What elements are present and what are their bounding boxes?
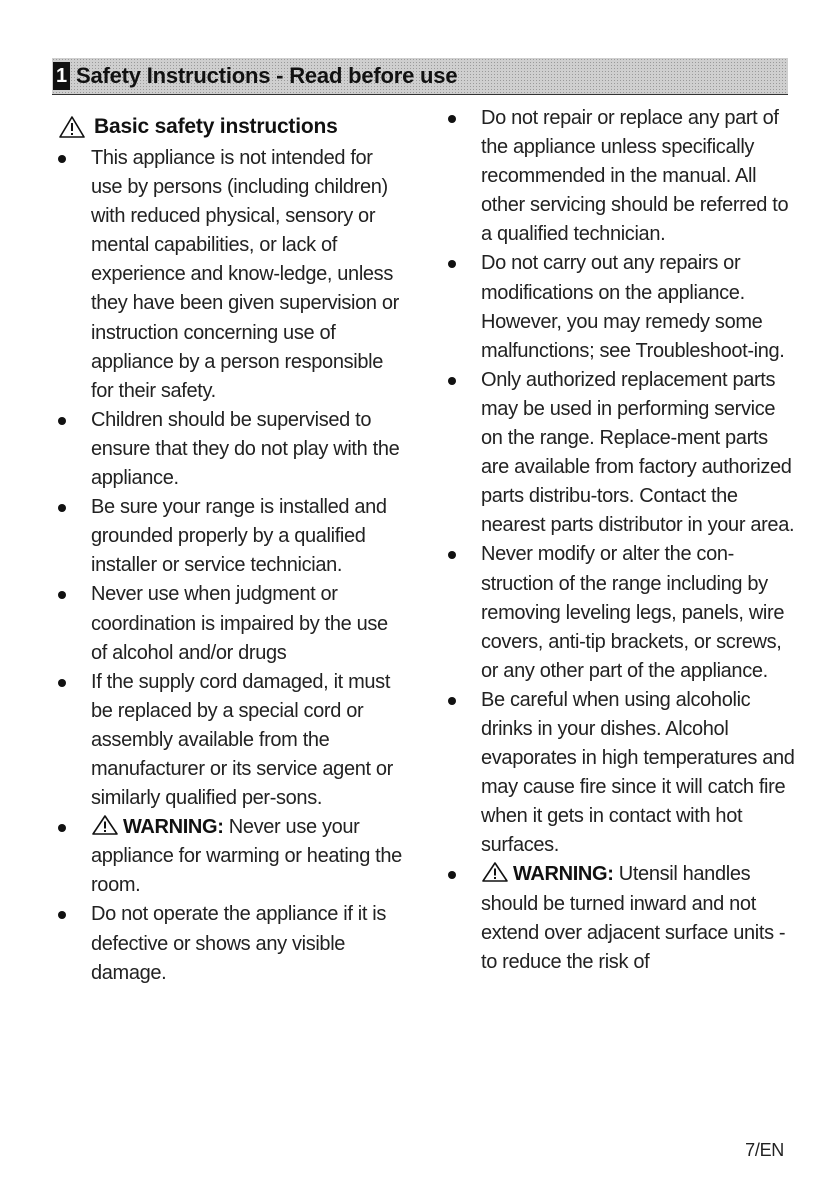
bullet-icon <box>58 591 66 599</box>
list-item <box>58 144 403 406</box>
bullet-icon <box>58 155 66 163</box>
right-bullet-list <box>448 104 798 977</box>
list-item-text: Do not repair or replace any part of the appliance unless specifically recommended in the manual. All other servicing should be referred to a qualified technician. <box>481 107 789 246</box>
bullet-icon <box>58 911 66 919</box>
bullet-icon <box>58 504 66 512</box>
bullet-icon <box>58 679 66 687</box>
list-item-text: Be sure your range is installed and grounded properly by a qualified installer or service technician. <box>91 496 387 577</box>
list-item <box>448 366 798 541</box>
list-item-text: Children should be supervised to ensure that they do not play with the appliance. <box>91 408 400 490</box>
list-item-text: If the supply cord damaged, it must be replaced by a special cord or assembly available from the manufacturer or its service agent or similarly qualified per-sons. <box>91 670 393 810</box>
right-column <box>448 104 798 977</box>
list-item-text: Do not carry out any repairs or modifications on the appliance. However, you may remedy some malfunctions; see Troubleshoot-ing. <box>481 252 785 362</box>
subheading <box>58 110 403 144</box>
left-column <box>58 104 403 988</box>
bullet-icon <box>58 824 66 832</box>
list-item-text: Never modify or alter the con-struction of the range including by removing leveling legs, panels, wire covers, anti-tip brackets, or screws, or any other part of the appliance. <box>481 543 785 682</box>
bullet-icon <box>448 871 456 879</box>
list-item <box>58 493 403 580</box>
list-item-text: Utensil handles should be turned inward and not extend over adjacent surface units - to reduce the risk of <box>481 863 786 973</box>
list-item <box>448 104 798 249</box>
subheading-text: Basic safety instructions <box>94 115 338 138</box>
list-item-text: Never use your appliance for warming or heating the room. <box>91 816 402 897</box>
left-bullet-list <box>58 144 403 988</box>
warning-triangle-icon <box>91 814 119 836</box>
warning-label: WARNING: <box>513 863 614 886</box>
bullet-icon <box>58 417 66 425</box>
chapter-number-badge: 1 <box>53 62 70 90</box>
list-item-text: Do not operate the appliance if it is defective or shows any visible damage. <box>91 903 387 984</box>
warning-label: WARNING: <box>123 816 224 839</box>
list-item <box>448 249 798 365</box>
list-item <box>58 813 403 900</box>
list-item <box>448 540 798 685</box>
section-title: Safety Instructions - Read before use <box>76 63 458 88</box>
list-item-text: Be careful when using alcoholic drinks in your dishes. Alcohol evaporates in high temperatures and may cause fire since it will catch fire when it gets in contact with hot surfaces. <box>481 688 795 857</box>
list-item <box>58 406 403 493</box>
list-item <box>448 686 798 861</box>
header-rule <box>52 94 788 95</box>
bullet-icon <box>448 551 456 559</box>
list-item <box>58 900 403 987</box>
bullet-icon <box>448 115 456 123</box>
list-item <box>58 668 403 813</box>
page-number: 7/EN <box>745 1140 784 1160</box>
list-item <box>448 860 798 976</box>
bullet-icon <box>448 697 456 705</box>
bullet-icon <box>448 377 456 385</box>
list-item-text: This appliance is not intended for use by persons (including children) with reduced physical, sensory or mental capabilities, or lack of experience and know-ledge, unless they have been given supervision or instruction concerning use of appliance by a person responsible for their safety. <box>91 147 399 402</box>
bullet-icon <box>448 260 456 268</box>
warning-triangle-icon <box>481 861 509 883</box>
list-item-text: Never use when judgment or coordination is impaired by the use of alcohol and/or drugs <box>91 583 388 664</box>
list-item-text: Only authorized replacement parts may be used in performing service on the range. Replace-ment parts are available from factory authorized parts distribu-tors. Contact the nearest parts distributor in your area. <box>481 368 795 537</box>
warning-triangle-icon <box>58 115 86 139</box>
list-item <box>58 580 403 667</box>
